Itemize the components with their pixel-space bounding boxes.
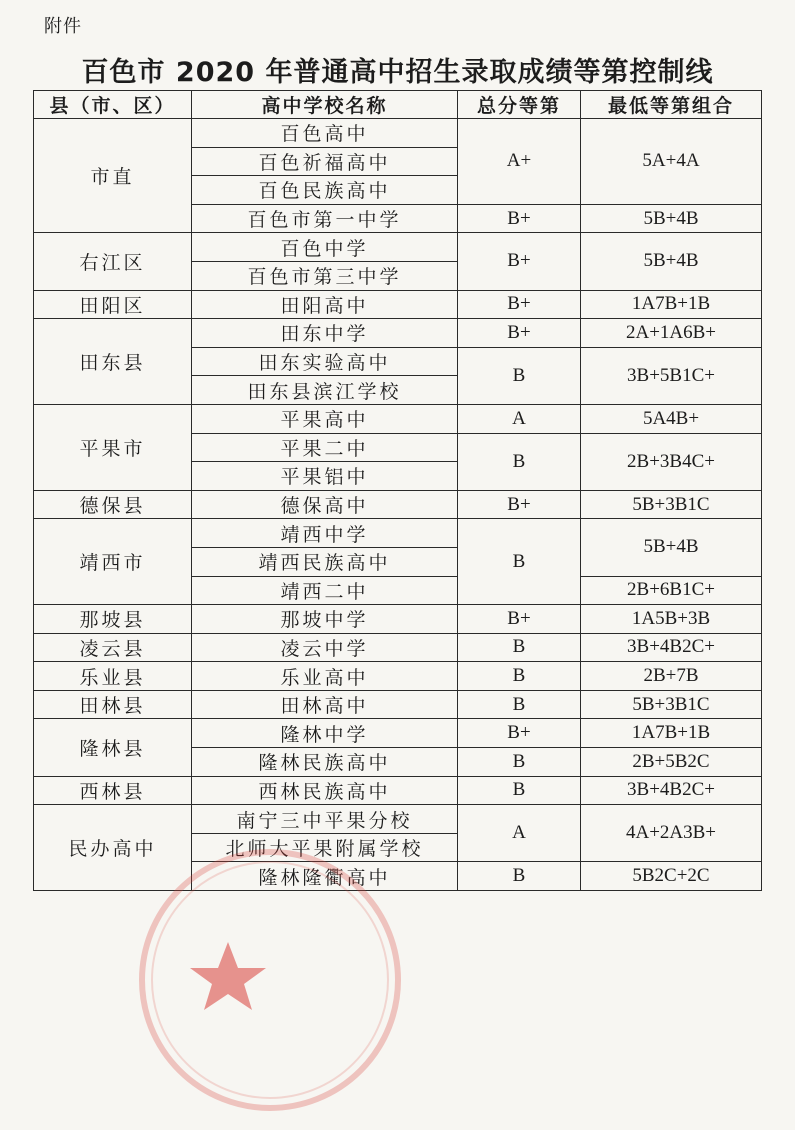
combo-cell: 5B2C+2C [581,862,762,891]
table-row [34,404,762,433]
county-cell: 靖西市 [34,519,192,605]
school-cell: 田东县滨江学校 [192,376,458,405]
level-cell: A [458,404,581,433]
header-level: 总分等第 [458,91,581,119]
county-cell: 德保县 [34,490,192,519]
school-cell: 百色市第三中学 [192,261,458,290]
county-cell: 那坡县 [34,605,192,634]
county-cell: 凌云县 [34,633,192,662]
county-cell: 隆林县 [34,719,192,776]
school-cell: 北师大平果附属学校 [192,833,458,862]
table-row [34,690,762,719]
level-cell: B [458,690,581,719]
level-cell: A+ [458,119,581,205]
combo-cell: 5A4B+ [581,404,762,433]
school-cell: 乐业高中 [192,662,458,691]
combo-cell: 4A+2A3B+ [581,805,762,862]
school-cell: 田林高中 [192,690,458,719]
combo-cell: 5A+4A [581,119,762,205]
school-cell: 田阳高中 [192,290,458,319]
level-cell: B [458,347,581,404]
table-row [34,805,762,834]
school-cell: 隆林民族高中 [192,748,458,777]
level-cell: B [458,433,581,490]
combo-cell: 5B+3B1C [581,690,762,719]
header-combo: 最低等第组合 [581,91,762,119]
combo-cell: 5B+4B [581,204,762,233]
school-cell: 平果高中 [192,404,458,433]
table-row [34,633,762,662]
header-county: 县（市、区） [34,91,192,119]
table-row [34,519,762,548]
school-cell: 凌云中学 [192,633,458,662]
school-cell: 百色祈福高中 [192,147,458,176]
combo-cell: 3B+5B1C+ [581,347,762,404]
table-row [34,662,762,691]
county-cell: 西林县 [34,776,192,805]
level-cell: B+ [458,319,581,348]
school-cell: 平果二中 [192,433,458,462]
level-cell: B [458,662,581,691]
table-row [34,119,762,148]
combo-cell: 1A5B+3B [581,605,762,634]
school-cell: 西林民族高中 [192,776,458,805]
level-cell: B+ [458,719,581,748]
school-cell: 百色中学 [192,233,458,262]
table-row [34,719,762,748]
combo-cell: 1A7B+1B [581,719,762,748]
table-row [34,605,762,634]
school-cell: 靖西中学 [192,519,458,548]
combo-cell: 2B+5B2C [581,748,762,777]
cutoff-table [33,90,762,891]
school-cell: 隆林中学 [192,719,458,748]
header-school: 高中学校名称 [192,91,458,119]
county-cell: 民办高中 [34,805,192,891]
school-cell: 百色民族高中 [192,176,458,205]
level-cell: B [458,748,581,777]
school-cell: 那坡中学 [192,605,458,634]
combo-cell: 2B+6B1C+ [581,576,762,605]
level-cell: B+ [458,490,581,519]
county-cell: 市直 [34,119,192,233]
school-cell: 田东中学 [192,319,458,348]
county-cell: 右江区 [34,233,192,290]
county-cell: 乐业县 [34,662,192,691]
header-row [34,91,762,119]
level-cell: B+ [458,233,581,290]
combo-cell: 5B+4B [581,233,762,290]
attachment-label: 附件 [44,16,82,37]
school-cell: 平果铝中 [192,462,458,491]
combo-cell: 5B+4B [581,519,762,576]
combo-cell: 1A7B+1B [581,290,762,319]
school-cell: 德保高中 [192,490,458,519]
combo-cell: 2B+7B [581,662,762,691]
level-cell: A [458,805,581,862]
table-row [34,290,762,319]
school-cell: 百色市第一中学 [192,204,458,233]
level-cell: B [458,776,581,805]
combo-cell: 2B+3B4C+ [581,433,762,490]
combo-cell: 3B+4B2C+ [581,776,762,805]
combo-cell: 3B+4B2C+ [581,633,762,662]
county-cell: 田林县 [34,690,192,719]
level-cell: B+ [458,605,581,634]
level-cell: B [458,519,581,605]
table-row [34,233,762,262]
level-cell: B [458,633,581,662]
school-cell: 百色高中 [192,119,458,148]
level-cell: B+ [458,290,581,319]
county-cell: 田东县 [34,319,192,405]
page-title: 百色市 2020 年普通高中招生录取成绩等第控制线 [81,57,714,88]
table-row [34,319,762,348]
county-cell: 平果市 [34,404,192,490]
school-cell: 南宁三中平果分校 [192,805,458,834]
table-row [34,776,762,805]
level-cell: B+ [458,204,581,233]
table-row [34,490,762,519]
county-cell: 田阳区 [34,290,192,319]
level-cell: B [458,862,581,891]
school-cell: 靖西二中 [192,576,458,605]
combo-cell: 2A+1A6B+ [581,319,762,348]
school-cell: 隆林隆衢高中 [192,862,458,891]
school-cell: 靖西民族高中 [192,547,458,576]
combo-cell: 5B+3B1C [581,490,762,519]
school-cell: 田东实验高中 [192,347,458,376]
